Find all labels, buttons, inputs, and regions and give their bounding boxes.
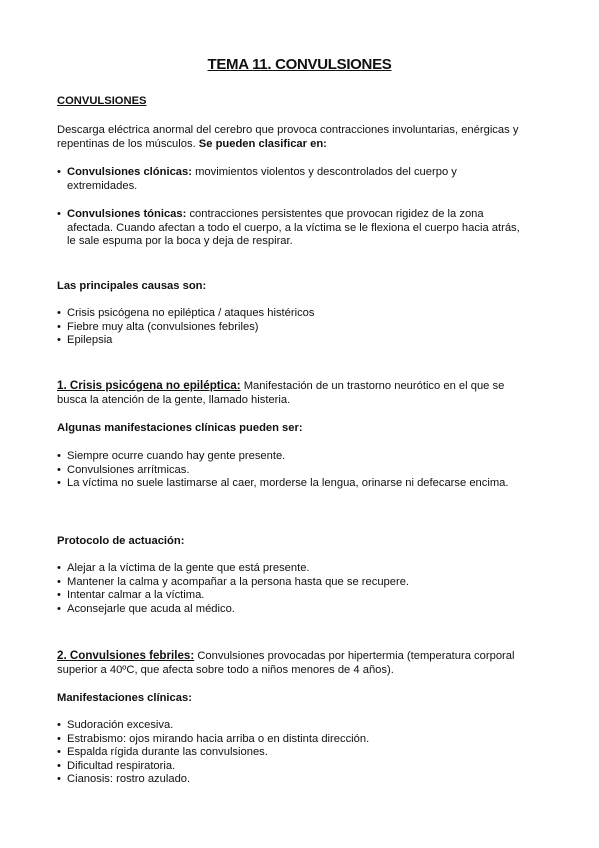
list-item: • Dificultad respiratoria. xyxy=(57,760,527,774)
list-item: • Sudoración excesiva. xyxy=(57,719,527,733)
section2-heading: 2. Convulsiones febriles: xyxy=(57,649,195,662)
causes-heading: Las principales causas son: xyxy=(57,280,207,292)
page-title: TEMA 11. CONVULSIONES xyxy=(207,56,392,73)
section1-manif-list xyxy=(57,450,527,491)
list-item: • Estrabismo: ojos mirando hacia arriba o en distinta dirección. xyxy=(57,733,527,747)
list-item: • Mantener la calma y acompañar a la persona hasta que se recupere. xyxy=(57,576,527,590)
list-item: • Intentar calmar a la víctima. xyxy=(57,589,527,603)
section2-manif-heading: Manifestaciones clínicas: xyxy=(57,692,192,704)
list-item: • Espalda rígida durante las convulsiones. xyxy=(57,746,527,760)
types-list-2 xyxy=(57,208,527,249)
section2-text: Convulsiones provocadas por hipertermia (temperatura corporal superior a 40ºC, que afecta sobre todo a niños menores de 4 años). xyxy=(57,650,515,676)
list-item: • Cianosis: rostro azulado. xyxy=(57,773,527,787)
section-heading: CONVULSIONES xyxy=(57,95,147,107)
section2-manif-list xyxy=(57,719,527,787)
list-item: • Siempre ocurre cuando hay gente presente. xyxy=(57,450,527,464)
section1-manif-heading: Algunas manifestaciones clínicas pueden ser: xyxy=(57,422,303,434)
section1-text: Manifestación de un trastorno neurótico en el que se busca la atención de la gente, llamado histeria. xyxy=(57,380,505,406)
section1-paragraph xyxy=(57,379,527,407)
list-item xyxy=(57,166,527,193)
list-item: • Alejar a la víctima de la gente que está presente. xyxy=(57,562,527,576)
list-item: • Aconsejarle que acuda al médico. xyxy=(57,603,527,617)
type-text: movimientos violentos y descontrolados del cuerpo y extremidades. xyxy=(67,166,457,192)
types-list xyxy=(57,166,527,193)
list-item: • Crisis psicógena no epiléptica / ataques histéricos xyxy=(57,307,527,321)
list-item: • Fiebre muy alta (convulsiones febriles) xyxy=(57,321,527,335)
intro-text: Descarga eléctrica anormal del cerebro que provoca contracciones involuntarias, enérgicas y repentinas de los músculos. xyxy=(57,124,519,150)
causes-list xyxy=(57,307,527,348)
type-label: Convulsiones clónicas: xyxy=(67,166,192,178)
protocol-heading: Protocolo de actuación: xyxy=(57,535,185,547)
protocol-list xyxy=(57,562,527,616)
list-item: • Convulsiones arrítmicas. xyxy=(57,464,527,478)
type-label: Convulsiones tónicas: xyxy=(67,208,187,220)
list-item xyxy=(57,208,527,249)
intro-paragraph xyxy=(57,124,527,151)
section1-heading: 1. Crisis psicógena no epiléptica: xyxy=(57,379,241,392)
section2-paragraph xyxy=(57,649,527,677)
intro-bold: Se pueden clasificar en: xyxy=(198,137,327,150)
list-item: • La víctima no suele lastimarse al caer, morderse la lengua, orinarse ni defecarse encima. xyxy=(57,477,527,491)
type-text: contracciones persistentes que provocan rigidez de la zona afectada. Cuando afectan a todo el cuerpo, a la víctima se le flexiona el cuerpo hacia atrás, le sale espuma por la boca y deja de respirar. xyxy=(67,208,520,248)
list-item: • Epilepsia xyxy=(57,334,527,348)
